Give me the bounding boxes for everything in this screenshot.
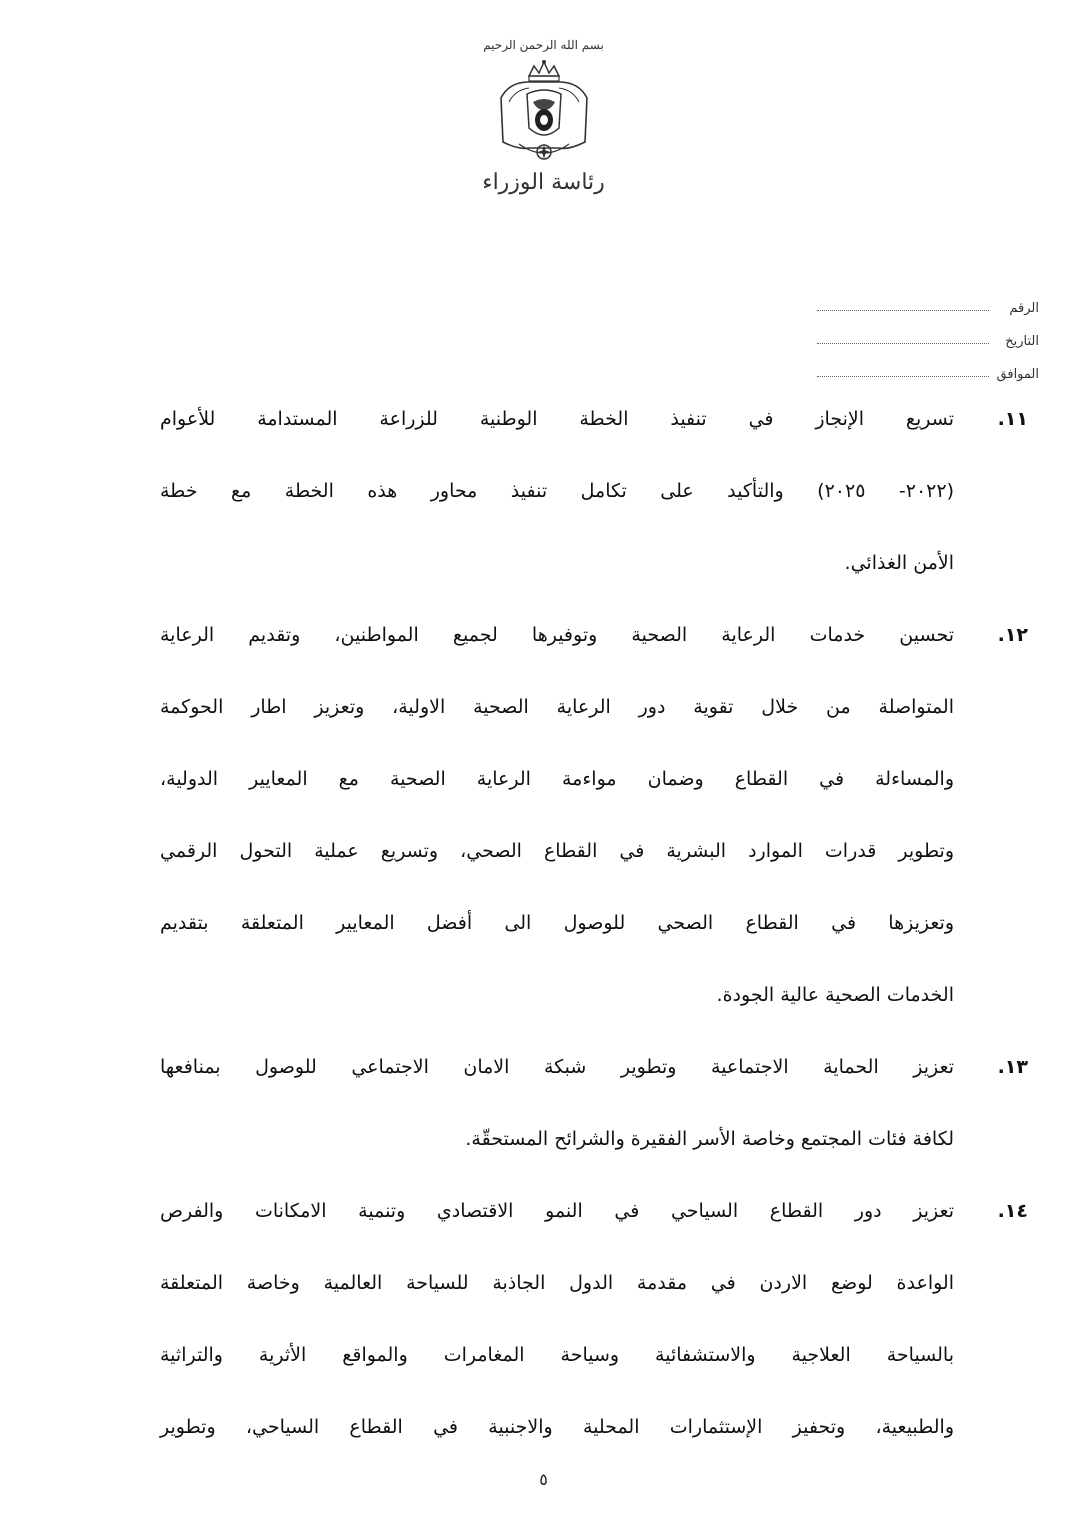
ministry-name: رئاسة الوزراء	[482, 170, 605, 195]
item-line: وتعزيزها في القطاع الصحي للوصول الى أفضل المعايير المتعلقة بتقديم	[160, 912, 954, 934]
item-line: تعزيز دور القطاع السياحي في النمو الاقتصادي وتنمية الامكانات والفرص	[160, 1200, 954, 1222]
item-line: والطبيعية، وتحفيز الإستثمارات المحلية والاجنبية في القطاع السياحي، وتطوير	[160, 1416, 954, 1438]
ref-label: الرقم	[1009, 301, 1039, 316]
item-line: لكافة فئات المجتمع وخاصة الأسر الفقيرة والشرائح المستحقّة.	[465, 1128, 954, 1150]
item-number: ١٤.	[997, 1200, 1028, 1222]
item-number: ١١.	[997, 408, 1028, 430]
item-line: تحسين خدمات الرعاية الصحية وتوفيرها لجميع المواطنين، وتقديم الرعاية	[160, 624, 954, 646]
ref-dotted-line	[817, 310, 989, 311]
item-line: تعزيز الحماية الاجتماعية وتطوير شبكة الامان الاجتماعي للوصول بمنافعها	[160, 1056, 954, 1078]
item-line: المتواصلة من خلال تقوية دور الرعاية الصحية الاولية، وتعزيز اطار الحوكمة	[160, 696, 954, 718]
list-item	[160, 613, 1028, 1045]
item-line: (٢٠٢٢- ٢٠٢٥) والتأكيد على تكامل تنفيذ محاور هذه الخطة مع خطة	[160, 480, 954, 502]
list-item	[160, 1189, 1028, 1477]
list-item	[160, 1045, 1028, 1189]
item-line: تسريع الإنجاز في تنفيذ الخطة الوطنية للزراعة المستدامة للأعوام	[160, 408, 954, 430]
item-line: وتطوير قدرات الموارد البشرية في القطاع الصحي، وتسريع عملية التحول الرقمي	[160, 840, 954, 862]
ref-field-corresponding	[817, 349, 1039, 382]
item-line: الأمن الغذائي.	[844, 552, 954, 574]
ref-label: التاريخ	[1005, 334, 1039, 349]
item-line: الخدمات الصحية عالية الجودة.	[716, 984, 954, 1006]
item-number: ١٣.	[997, 1056, 1028, 1078]
item-line: الواعدة لوضع الاردن في مقدمة الدول الجاذبة للسياحة العالمية وخاصة المتعلقة	[160, 1272, 954, 1294]
reference-fields	[817, 283, 1039, 382]
ref-field-number	[817, 283, 1039, 316]
basmala: بسم الله الرحمن الرحيم	[483, 38, 604, 52]
item-line: بالسياحة العلاجية والاستشفائية وسياحة المغامرات والمواقع الأثرية والتراثية	[160, 1344, 954, 1366]
document-body	[160, 397, 1028, 1477]
ref-dotted-line	[817, 343, 989, 344]
ref-label: الموافق	[996, 367, 1039, 382]
list-item	[160, 397, 1028, 613]
ref-field-date	[817, 316, 1039, 349]
coat-of-arms-icon	[489, 58, 599, 168]
page-number: ٥	[539, 1470, 548, 1489]
ref-dotted-line	[817, 376, 989, 377]
item-line: والمساءلة في القطاع وضمان مواءمة الرعاية الصحية مع المعايير الدولية،	[160, 768, 954, 790]
item-number: ١٢.	[997, 624, 1028, 646]
letterhead	[0, 38, 1087, 195]
